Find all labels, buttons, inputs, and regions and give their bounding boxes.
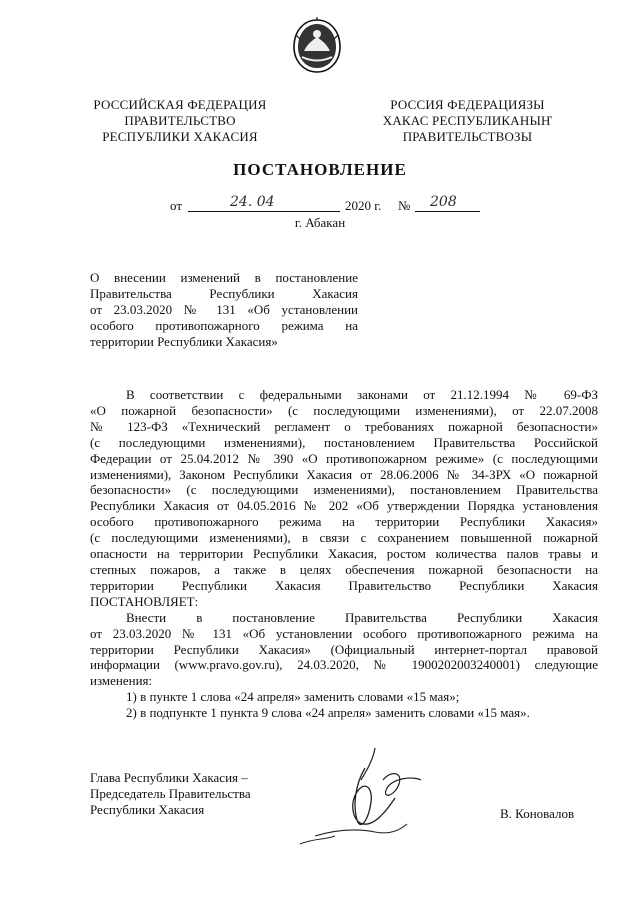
document-title: ПОСТАНОВЛЕНИЕ: [233, 160, 407, 179]
body-line: 1) в пункте 1 слова «24 апреля» заменить словами «15 мая»;: [126, 689, 460, 705]
header-right-line: ПРАВИТЕЛЬСТВОЗЫ: [402, 129, 533, 144]
signatory-title: [90, 770, 310, 818]
body-line: территории Республики Хакасия Правительство Республики Хакасия: [90, 577, 598, 593]
date-handwritten: 24. 04: [230, 194, 275, 210]
document-subject: [90, 270, 358, 350]
date-line: [150, 194, 510, 216]
body-line: изменения:: [90, 673, 153, 689]
body-line: степных пожаров, а также в целях обеспечения пожарной безопасности на: [90, 561, 598, 577]
body-line: особого противопожарного режима на территории Республики Хакасия»: [90, 514, 598, 530]
body-line: В соответствии с федеральными законами от 21.12.1994 № 69-ФЗ: [126, 387, 598, 402]
date-from-label: от: [170, 198, 183, 213]
subject-line: от 23.03.2020 № 131 «Об установлении: [90, 301, 358, 317]
signatory-title-line: Глава Республики Хакасия –: [90, 770, 248, 785]
body-line: (с последующими изменениями), в связи с сохранением повышенной пожарной: [90, 530, 598, 546]
header-left-line: РОССИЙСКАЯ ФЕДЕРАЦИЯ: [93, 97, 267, 112]
body-line: 2) в подпункте 1 пункта 9 слова «24 апреля» заменить словами «15 мая».: [126, 705, 530, 721]
body-line: Федерации от 25.04.2012 № 390 «О противопожарном режиме» (с последующими: [90, 450, 598, 466]
body-line: территории Республики Хакасия» (Официальный интернет-портал правовой: [90, 641, 598, 657]
city: г. Абакан: [294, 215, 346, 230]
body-line: Внести в постановление Правительства Республики Хакасия: [126, 609, 598, 625]
header-left: [80, 97, 280, 145]
signatory-title-line: Председатель Правительства: [90, 786, 251, 801]
handwritten-signature: [295, 740, 425, 850]
number-label: №: [398, 198, 411, 213]
coat-of-arms-emblem: [290, 17, 344, 75]
body-line: безопасности» (с последующими изменениями), постановлением Правительства: [90, 482, 598, 498]
body-line: Республики Хакасия от 04.05.2016 № 202 «Об утверждении Порядка установления: [90, 498, 598, 514]
document-body: [90, 387, 598, 721]
subject-line: особого противопожарного режима на: [90, 317, 358, 333]
body-line: ПОСТАНОВЛЯЕТ:: [90, 593, 199, 609]
body-line: (с последующими изменениями), постановлением Правительства Российской: [90, 434, 598, 450]
body-line: изменениями), Законом Республики Хакасия от 28.06.2006 № 34-ЗРХ «О пожарной: [90, 466, 598, 482]
body-line: от 23.03.2020 № 131 «Об установлении особого противопожарного режима на: [90, 625, 598, 641]
subject-line: Правительства Республики Хакасия: [90, 285, 358, 301]
header-left-line: ПРАВИТЕЛЬСТВО: [124, 113, 236, 128]
header-right-line: ХАКАС РЕСПУБЛИКАНЫҤ: [382, 113, 553, 128]
signatory-title-line: Республики Хакасия: [90, 802, 205, 817]
body-line: опасности на территории Республики Хакасия, ростом количества палов травы и: [90, 546, 598, 562]
subject-line: О внесении изменений в постановление: [90, 270, 358, 285]
subject-line: территории Республики Хакасия»: [90, 333, 278, 349]
header-right-line: РОССИЯ ФЕДЕРАЦИЯЗЫ: [390, 97, 545, 112]
header-right: [360, 97, 575, 145]
body-line: № 123-ФЗ «Технический регламент о требованиях пожарной безопасности»: [90, 418, 598, 434]
body-line: информации (www.pravo.gov.ru), 24.03.2020, № 1900202003240001) следующие: [90, 657, 598, 673]
header-left-line: РЕСПУБЛИКИ ХАКАСИЯ: [102, 129, 258, 144]
date-year: 2020 г.: [345, 198, 382, 213]
signatory-name: В. Коновалов: [500, 806, 575, 821]
body-line: «О пожарной безопасности» (с последующими изменениями), от 22.07.2008: [90, 402, 598, 418]
number-handwritten: 208: [430, 194, 457, 210]
